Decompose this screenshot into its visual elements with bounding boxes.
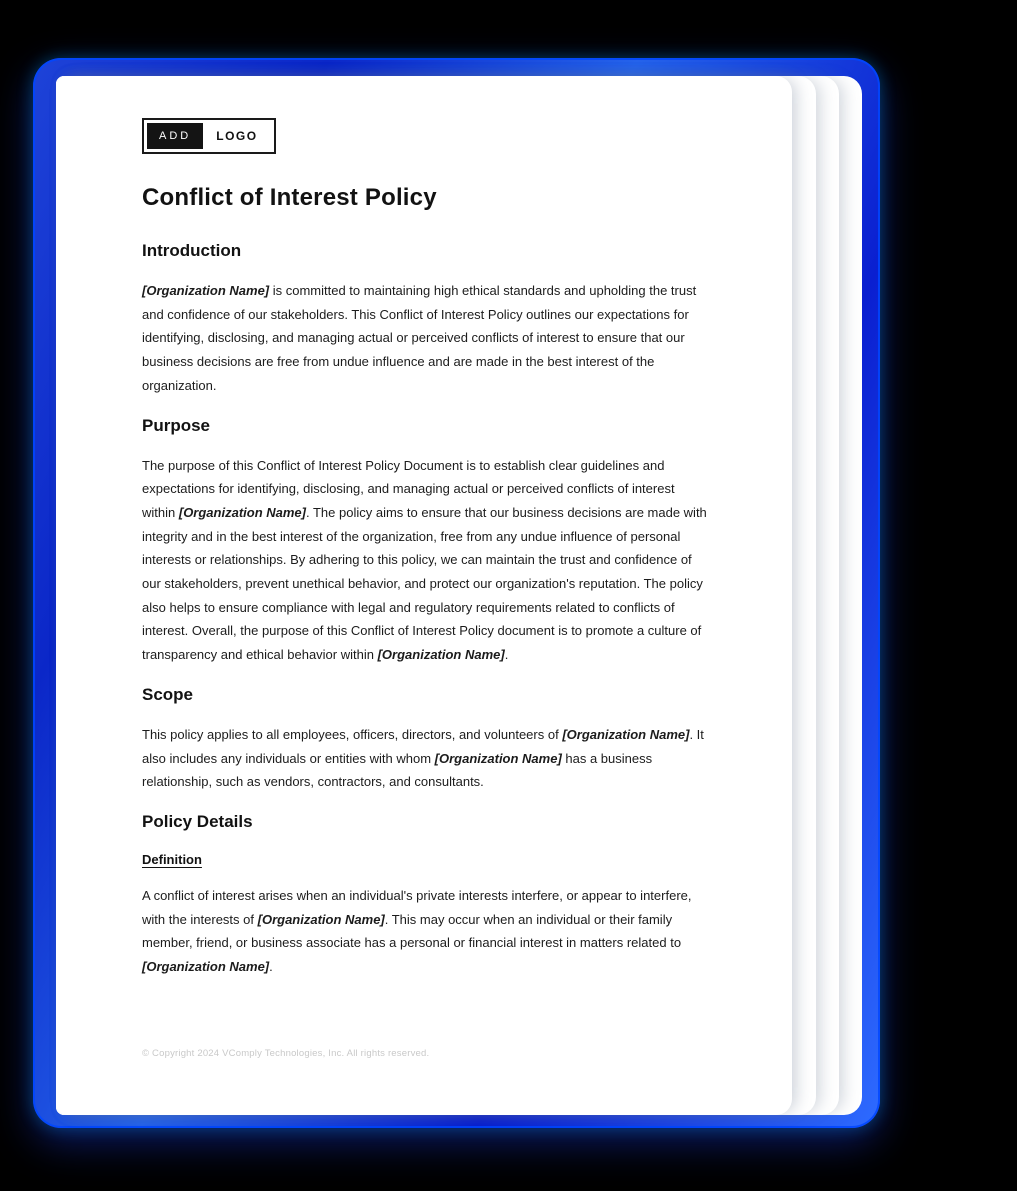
text-run: has a business relationship, such as vendors, contractors, and consultants. (142, 750, 653, 790)
text-run: A conflict of interest arises when an individual's private interests interfere, or appear to interfere, with the interests of (142, 887, 692, 927)
document-page (56, 76, 792, 1115)
subsection-heading-definition: Definition (142, 851, 202, 867)
paragraph (142, 723, 708, 794)
text-run: . The policy aims to ensure that our business decisions are made with integrity and in the best interest of the organization, free from any undue influence of personal interests or relationships. By adhering to this policy, we can maintain the trust and confidence of our stakeholders, prevent unethical behavior, and protect our organization's reputation. The policy also helps to ensure compliance with legal and regulatory requirements related to conflicts of interest. Overall, the purpose of this Conflict of Interest Policy document is to promote a culture of transparency and ethical behavior within (142, 504, 707, 663)
text-run: . This may occur when an individual or their family member, friend, or business associate has a personal or financial interest in matters related to (142, 911, 682, 951)
organization-name-placeholder: [Organization Name] (257, 911, 385, 927)
text-run: . It also includes any individuals or entities with whom (142, 726, 704, 766)
section-heading-scope: Scope (142, 684, 194, 704)
add-logo-label: ADD (147, 123, 203, 149)
document-frame (33, 58, 880, 1128)
text-run: This policy applies to all employees, officers, directors, and volunteers of (142, 726, 563, 742)
organization-name-placeholder: [Organization Name] (562, 726, 690, 742)
organization-name-placeholder: [Organization Name] (142, 959, 270, 975)
text-run: . (269, 959, 273, 975)
copyright-footer: © Copyright 2024 VComply Technologies, Inc. All rights reserved. (142, 1048, 430, 1059)
section-heading-introduction: Introduction (142, 241, 242, 260)
organization-name-placeholder: [Organization Name] (377, 647, 505, 663)
logo-label: LOGO (216, 129, 258, 143)
section-heading-policy-details: Policy Details (142, 811, 253, 831)
text-run: is committed to maintaining high ethical standards and upholding the trust and confidence of our stakeholders. This Conflict of Interest Policy outlines our expectations for identifying, disclosing, and managing actual or perceived conflicts of interest to ensure that our business decisions are free from undue influence and are made in the best interest of the organization. (142, 283, 697, 393)
organization-name-placeholder: [Organization Name] (178, 504, 306, 520)
page-stack (56, 76, 862, 1115)
paragraph (142, 454, 708, 667)
add-logo-button[interactable] (142, 118, 276, 154)
document-sections (142, 241, 705, 979)
paragraph (142, 884, 708, 979)
section-heading-purpose: Purpose (142, 415, 211, 435)
organization-name-placeholder: [Organization Name] (434, 750, 562, 766)
text-run: . (504, 647, 509, 663)
paragraph (142, 279, 708, 398)
text-run: The purpose of this Conflict of Interest Policy Document is to establish clear guidelines and expectations for identifying, disclosing, and managing actual or perceived conflicts of interest within (142, 457, 675, 520)
organization-name-placeholder: [Organization Name] (142, 283, 270, 298)
document-title: Conflict of Interest Policy (142, 184, 437, 211)
